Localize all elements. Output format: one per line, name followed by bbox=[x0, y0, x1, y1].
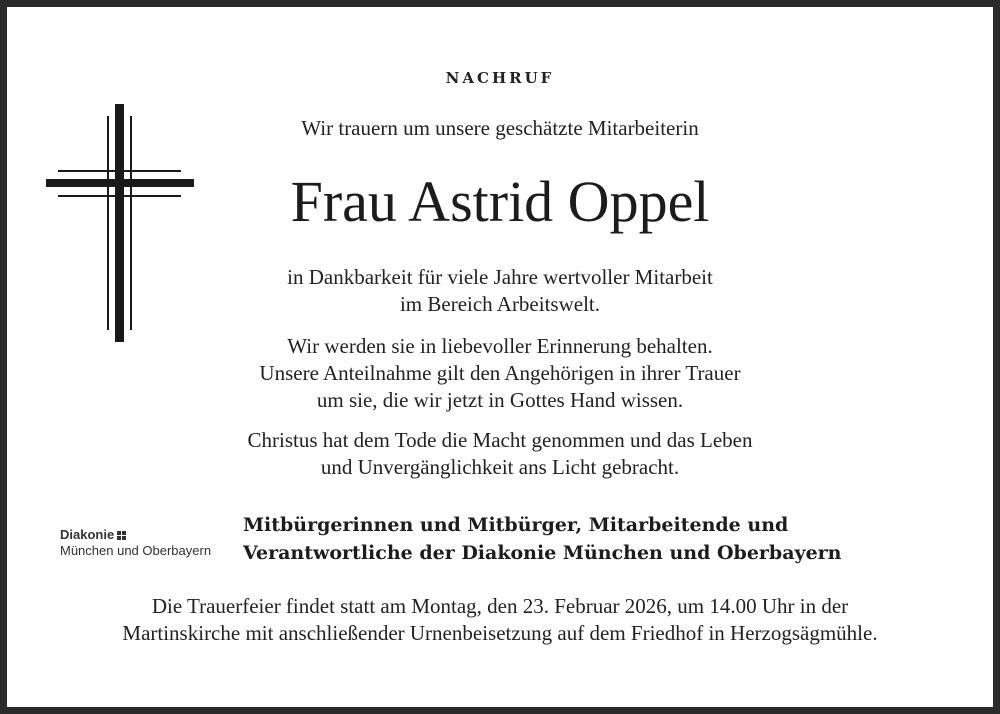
sender-line: Verantwortliche der Diakonie München und Oberbayern bbox=[243, 542, 842, 564]
logo-region: München und Oberbayern bbox=[60, 543, 212, 558]
funeral-line: Martinskirche mit anschließender Urnenbeisetzung auf dem Friedhof in Herzogsägmühle. bbox=[122, 621, 878, 645]
remembrance-text bbox=[0, 333, 1000, 414]
scripture-line: und Unvergänglichkeit ans Licht gebracht. bbox=[320, 455, 680, 479]
senders-text bbox=[243, 511, 841, 567]
remembrance-line: Wir werden sie in liebevoller Erinnerung behalten. bbox=[287, 334, 713, 358]
remembrance-line: Unsere Anteilnahme gilt den Angehörigen in ihrer Trauer bbox=[259, 361, 741, 385]
funeral-line: Die Trauerfeier findet statt am Montag, den 23. Februar 2026, um 14.00 Uhr in der bbox=[151, 594, 849, 618]
remembrance-line: um sie, die wir jetzt in Gottes Hand wissen. bbox=[316, 388, 684, 412]
diakonie-logo bbox=[60, 527, 211, 559]
logo-name: Diakonie bbox=[60, 527, 115, 542]
sender-line: Mitbürgerinnen und Mitbürger, Mitarbeitende und bbox=[243, 514, 789, 536]
deceased-name: Frau Astrid Oppel bbox=[290, 169, 710, 234]
gratitude-text bbox=[0, 264, 1000, 318]
funeral-details bbox=[0, 593, 1000, 647]
gratitude-line: in Dankbarkeit für viele Jahre wertvoller Mitarbeit bbox=[287, 265, 713, 289]
intro-text: Wir trauern um unsere geschätzte Mitarbeiterin bbox=[301, 116, 699, 140]
notice-heading: NACHRUF bbox=[445, 69, 555, 87]
gratitude-line: im Bereich Arbeitswelt. bbox=[399, 292, 601, 316]
scripture-line: Christus hat dem Tode die Macht genommen und das Leben bbox=[247, 428, 753, 452]
diakonie-mark-icon bbox=[117, 531, 126, 540]
scripture-text bbox=[0, 427, 1000, 481]
